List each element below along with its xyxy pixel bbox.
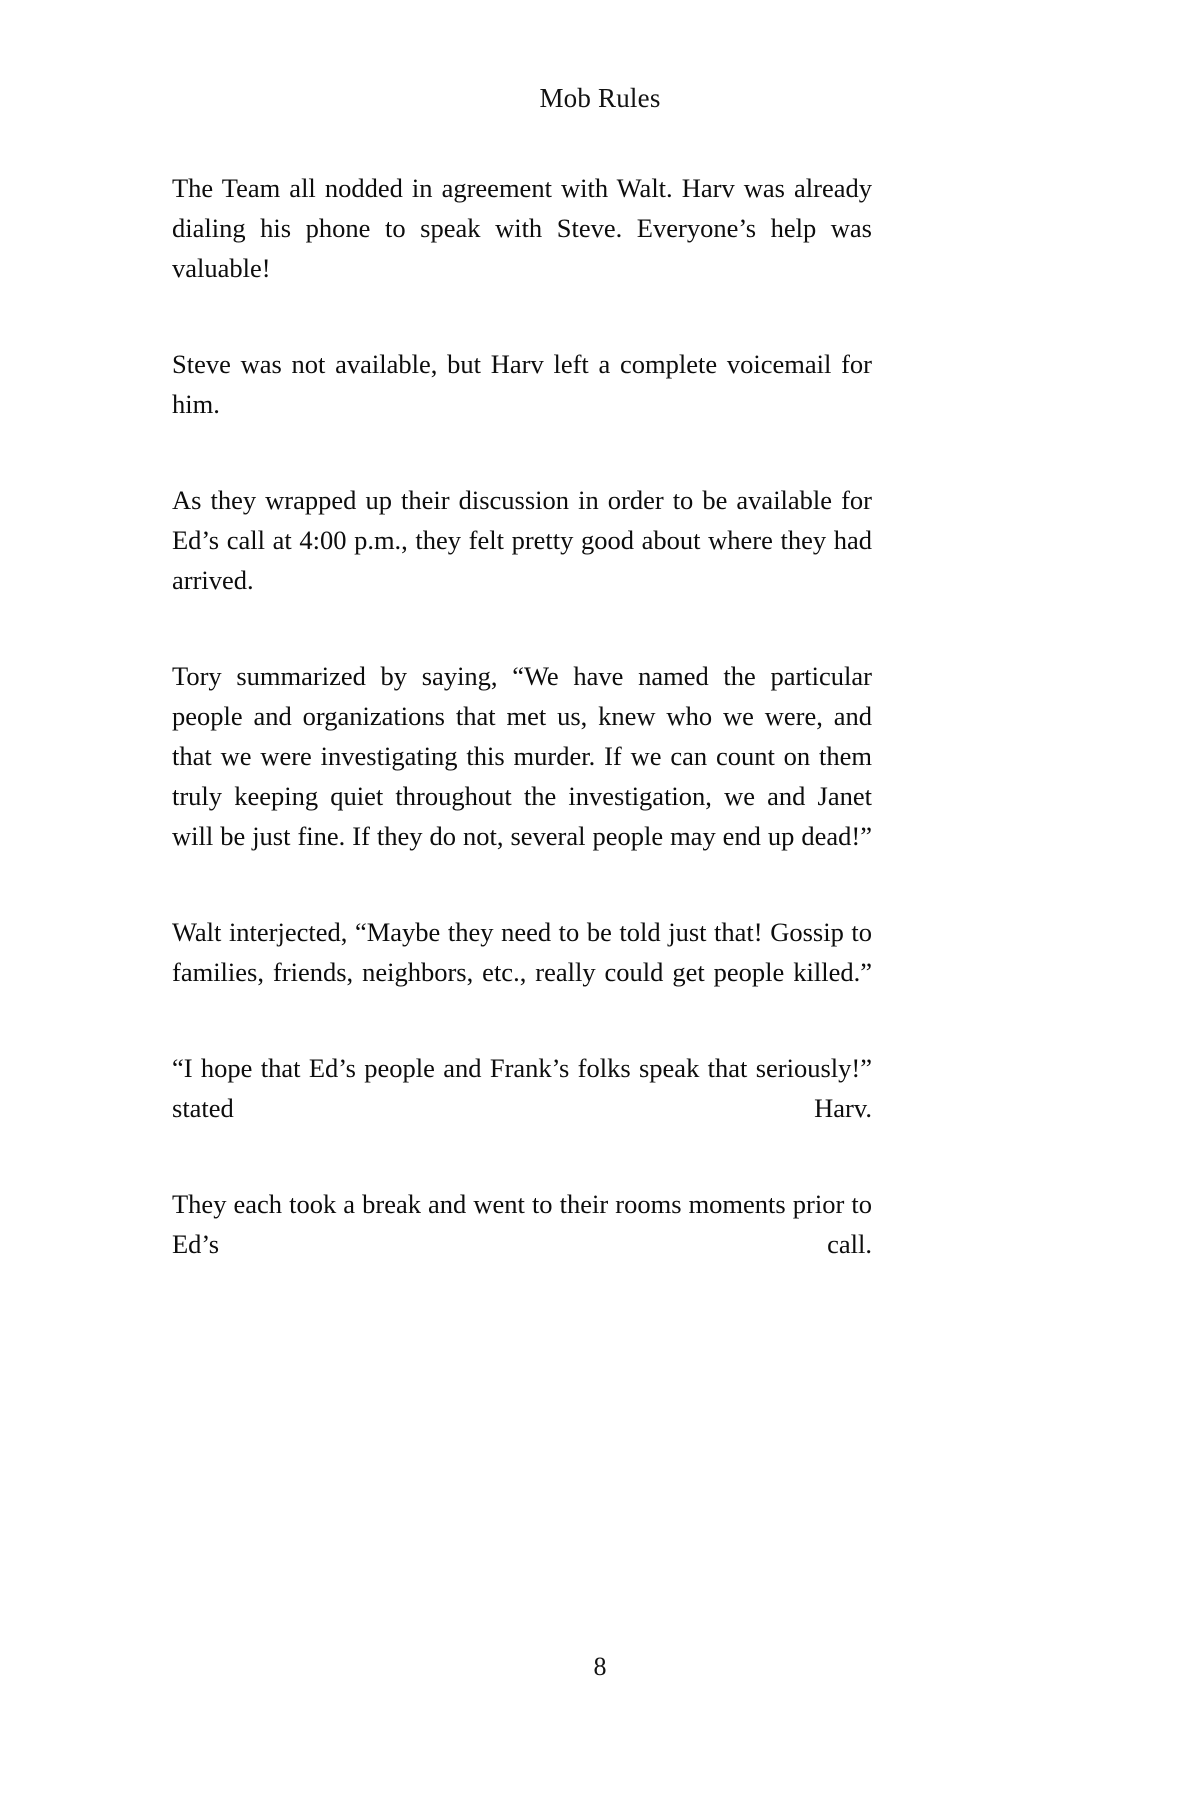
paragraph: The Team all nodded in agreement with Walt. Harv was already dialing his phone to speak with Steve. Everyone’s help was valuable! [172, 173, 872, 283]
page-number: 8 [593, 1651, 607, 1681]
paragraph: “I hope that Ed’s people and Frank’s folks speak that seriously!” stated Harv. [172, 1053, 872, 1123]
paragraph: Walt interjected, “Maybe they need to be told just that! Gossip to families, friends, neighbors, etc., really could get people killed.” [172, 917, 872, 987]
paragraph: They each took a break and went to their rooms moments prior to Ed’s call. [172, 1189, 872, 1259]
paragraph: Steve was not available, but Harv left a complete voicemail for him. [172, 349, 872, 419]
running-header-title: Mob Rules [539, 83, 661, 113]
paragraph: As they wrapped up their discussion in order to be available for Ed’s call at 4:00 p.m., they felt pretty good about where they had arrived. [172, 485, 872, 595]
body-text-block [172, 168, 872, 1304]
paragraph: Tory summarized by saying, “We have named the particular people and organizations that met us, knew who we were, and that we were investigating this murder. If we can count on them truly keeping quiet throughout the investigation, we and Janet will be just fine. If they do not, several people may end up dead!” [172, 661, 872, 851]
